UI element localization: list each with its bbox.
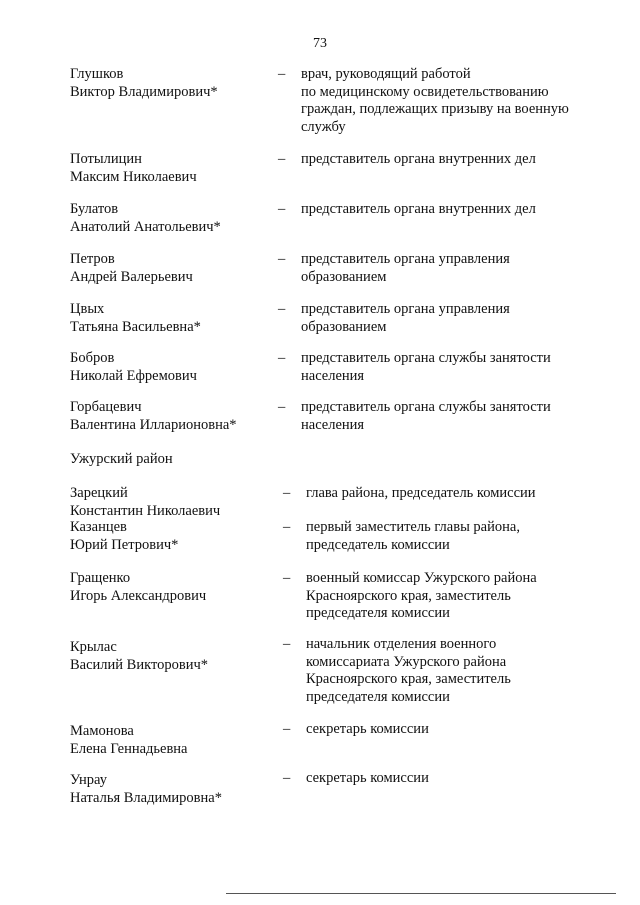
role-dash: – bbox=[278, 251, 286, 267]
role-line: глава района, председатель комиссии bbox=[306, 485, 536, 501]
role-dash: – bbox=[278, 201, 286, 217]
role-line: образованием bbox=[301, 318, 387, 335]
district-heading: Ужурский район bbox=[70, 451, 173, 467]
member-role bbox=[306, 570, 578, 623]
member-role bbox=[306, 519, 578, 554]
role-dash: – bbox=[283, 721, 291, 737]
role-dash: – bbox=[283, 570, 291, 586]
member-surname: Глушков bbox=[70, 66, 124, 82]
member-name bbox=[70, 639, 270, 674]
member-surname: Унрау bbox=[70, 772, 107, 788]
role-dash: – bbox=[283, 770, 291, 786]
role-dash: – bbox=[283, 485, 291, 501]
member-given-name: Максим Николаевич bbox=[70, 168, 197, 185]
member-surname: Цвых bbox=[70, 301, 105, 317]
role-line: представитель органа управления bbox=[301, 251, 510, 267]
member-name bbox=[70, 151, 270, 186]
member-surname: Казанцев bbox=[70, 519, 127, 535]
member-role bbox=[301, 151, 573, 169]
member-surname: Крылас bbox=[70, 639, 117, 655]
member-given-name: Игорь Александрович bbox=[70, 587, 207, 604]
role-line: населения bbox=[301, 367, 365, 384]
member-surname: Гращенко bbox=[70, 570, 131, 586]
role-dash: – bbox=[278, 399, 286, 415]
role-dash: – bbox=[278, 350, 286, 366]
member-name bbox=[70, 66, 270, 101]
role-line: по медицинскому освидетельствованию bbox=[301, 83, 549, 100]
member-given-name: Василий Викторович* bbox=[70, 656, 209, 673]
member-surname: Зарецкий bbox=[70, 485, 128, 501]
role-line: врач, руководящий работой bbox=[301, 66, 471, 82]
role-line: представитель органа внутренних дел bbox=[301, 201, 536, 217]
member-given-name: Константин Николаевич bbox=[70, 502, 221, 519]
member-given-name: Юрий Петрович* bbox=[70, 536, 179, 553]
role-line: службу bbox=[301, 118, 346, 135]
member-name bbox=[70, 485, 270, 520]
member-role bbox=[306, 636, 578, 706]
member-given-name: Виктор Владимирович* bbox=[70, 83, 218, 100]
role-line: представитель органа службы занятости bbox=[301, 350, 551, 366]
member-role bbox=[301, 66, 573, 136]
member-name bbox=[70, 399, 270, 434]
member-given-name: Татьяна Васильевна* bbox=[70, 318, 201, 335]
page-number: 73 bbox=[313, 36, 327, 51]
member-given-name: Валентина Илларионовна* bbox=[70, 416, 237, 433]
role-line: начальник отделения военного bbox=[306, 636, 497, 652]
member-given-name: Елена Геннадьевна bbox=[70, 740, 188, 757]
role-dash: – bbox=[283, 636, 291, 652]
role-line: Красноярского края, заместитель bbox=[306, 587, 511, 604]
member-role bbox=[301, 201, 573, 219]
role-line: населения bbox=[301, 416, 365, 433]
role-line: военный комиссар Ужурского района bbox=[306, 570, 537, 586]
member-given-name: Андрей Валерьевич bbox=[70, 268, 193, 285]
member-role bbox=[301, 399, 573, 434]
member-surname: Мамонова bbox=[70, 723, 134, 739]
member-given-name: Наталья Владимировна* bbox=[70, 789, 222, 806]
member-role bbox=[306, 485, 578, 503]
role-line: первый заместитель главы района, bbox=[306, 519, 520, 535]
bottom-rule bbox=[226, 893, 616, 894]
role-dash: – bbox=[278, 66, 286, 82]
member-surname: Булатов bbox=[70, 201, 119, 217]
member-name bbox=[70, 301, 270, 336]
member-surname: Петров bbox=[70, 251, 115, 267]
member-name bbox=[70, 350, 270, 385]
member-name bbox=[70, 519, 270, 554]
member-name bbox=[70, 570, 270, 605]
role-line: образованием bbox=[301, 268, 387, 285]
member-given-name: Анатолий Анатольевич* bbox=[70, 218, 221, 235]
member-surname: Горбацевич bbox=[70, 399, 142, 415]
role-line: представитель органа службы занятости bbox=[301, 399, 551, 415]
member-role bbox=[301, 301, 573, 336]
member-surname: Бобров bbox=[70, 350, 115, 366]
role-line: представитель органа внутренних дел bbox=[301, 151, 536, 167]
member-name bbox=[70, 772, 270, 807]
role-line: секретарь комиссии bbox=[306, 770, 429, 786]
member-given-name: Николай Ефремович bbox=[70, 367, 197, 384]
member-role bbox=[306, 770, 578, 788]
member-role bbox=[301, 350, 573, 385]
role-line: председателя комиссии bbox=[306, 688, 450, 705]
member-name bbox=[70, 251, 270, 286]
role-line: комиссариата Ужурского района bbox=[306, 653, 507, 670]
member-role bbox=[301, 251, 573, 286]
role-line: представитель органа управления bbox=[301, 301, 510, 317]
role-line: секретарь комиссии bbox=[306, 721, 429, 737]
role-dash: – bbox=[283, 519, 291, 535]
member-surname: Потылицин bbox=[70, 151, 142, 167]
member-role bbox=[306, 721, 578, 739]
role-line: председатель комиссии bbox=[306, 536, 450, 553]
member-name bbox=[70, 201, 270, 236]
role-line: граждан, подлежащих призыву на военную bbox=[301, 101, 569, 117]
member-name bbox=[70, 723, 270, 758]
role-line: Красноярского края, заместитель bbox=[306, 671, 511, 687]
role-line: председателя комиссии bbox=[306, 605, 450, 621]
role-dash: – bbox=[278, 151, 286, 167]
role-dash: – bbox=[278, 301, 286, 317]
